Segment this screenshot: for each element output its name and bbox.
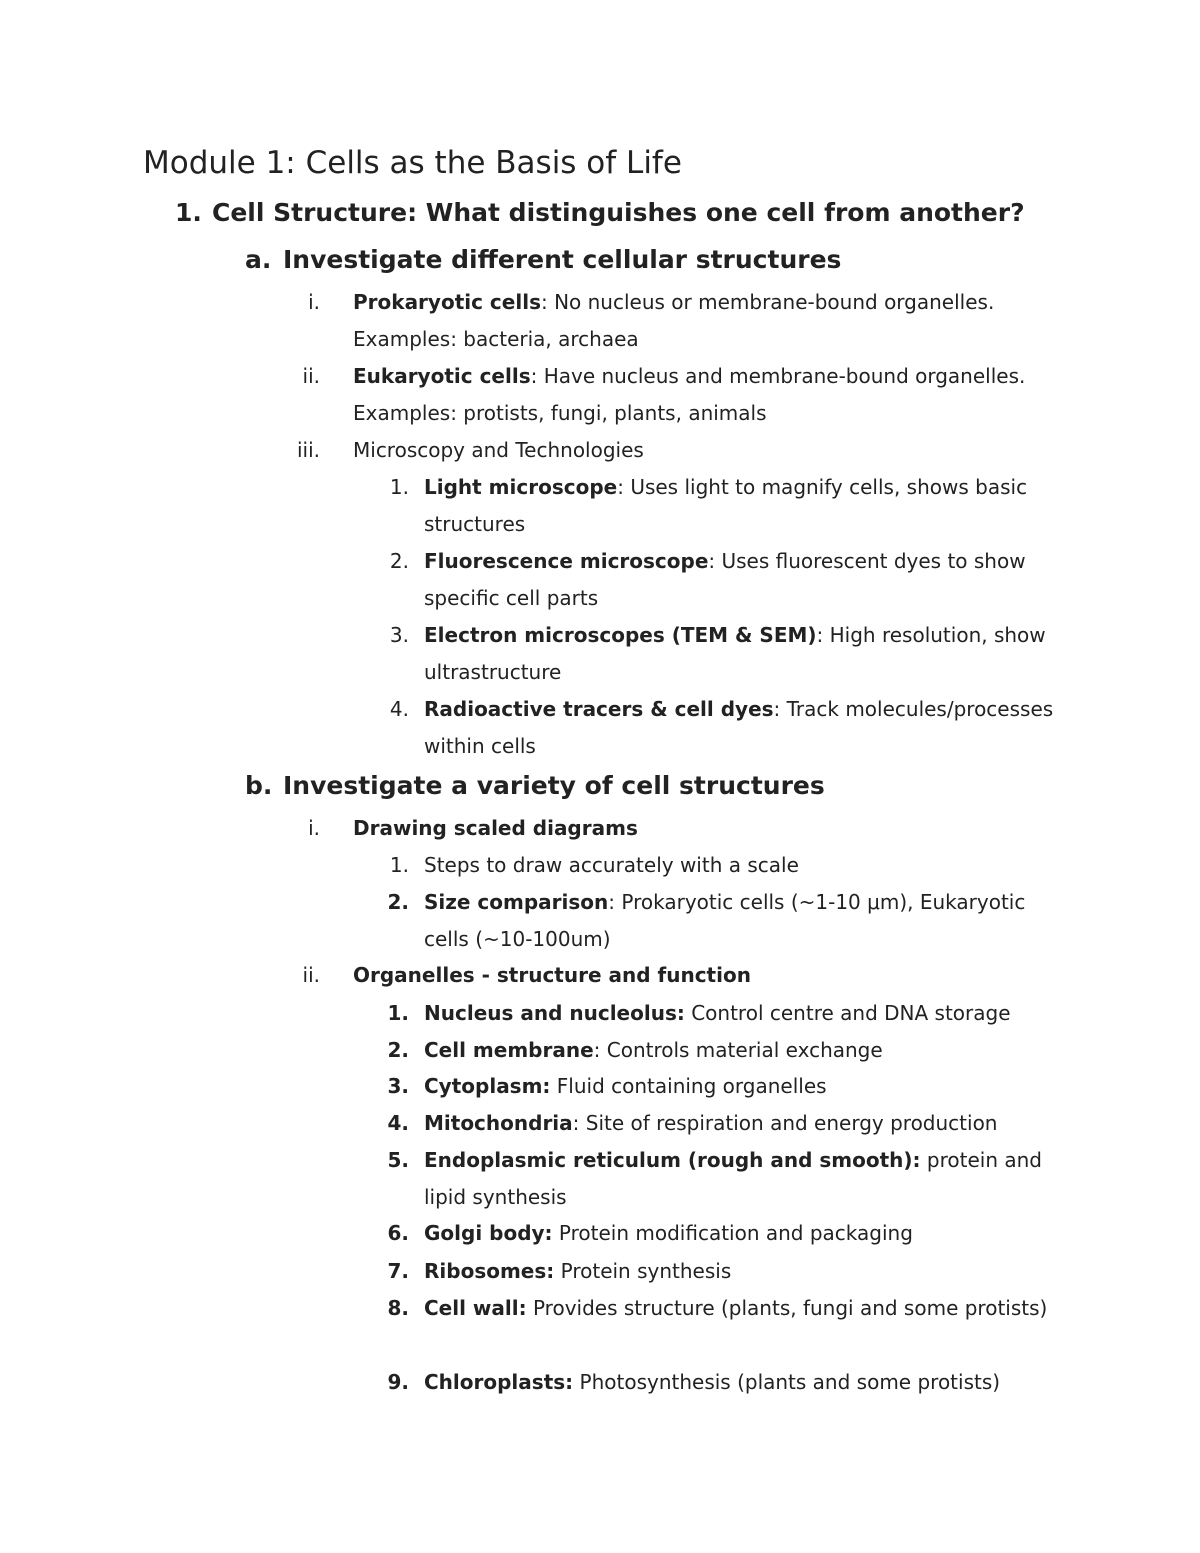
list-marker: 9.: [387, 1370, 409, 1394]
section-number: 1.: [175, 198, 202, 227]
list-item: [375, 1068, 1095, 1105]
list-item: [250, 358, 1090, 432]
list-item: [250, 284, 1090, 358]
list-marker: 5.: [387, 1148, 409, 1172]
definition: : Site of respiration and energy production: [572, 1111, 998, 1135]
list-marker: 3.: [387, 1074, 409, 1098]
term: Cytoplasm:: [424, 1074, 551, 1098]
list-marker: 8.: [387, 1296, 409, 1320]
page-title: Module 1: Cells as the Basis of Life: [143, 145, 682, 181]
list-item: [250, 957, 1090, 994]
list-item: [375, 1364, 1095, 1401]
list-item: [375, 1105, 1095, 1142]
term: Nucleus and nucleolus:: [424, 1001, 685, 1025]
list-marker: 6.: [387, 1221, 409, 1245]
list-item-text: Microscopy and Technologies: [353, 438, 644, 462]
term: Drawing scaled diagrams: [353, 816, 638, 840]
subsection-marker: a.: [245, 245, 272, 274]
list-item: [375, 884, 1095, 958]
list-item: [375, 995, 1095, 1032]
definition: : Uses fluorescent dyes to show specific cell parts: [424, 549, 1026, 610]
list-marker: ii.: [302, 963, 320, 987]
term: Chloroplasts:: [424, 1370, 574, 1394]
list-item: [375, 1290, 1095, 1327]
subsection-heading-text: Investigate different cellular structures: [283, 245, 842, 274]
definition: : Have nucleus and membrane-bound organelles. Examples: protists, fungi, plants, animals: [353, 364, 1026, 425]
definition: Fluid containing organelles: [550, 1074, 827, 1098]
list-marker: 1.: [389, 475, 409, 499]
list-marker: 4.: [389, 697, 409, 721]
section-heading-text: Cell Structure: What distinguishes one cell from another?: [212, 198, 1025, 227]
term: Endoplasmic reticulum (rough and smooth):: [424, 1148, 921, 1172]
list-marker: 4.: [387, 1111, 409, 1135]
list-marker: i.: [308, 290, 320, 314]
term: Electron microscopes (TEM & SEM): [424, 623, 817, 647]
definition: : No nucleus or membrane-bound organelles. Examples: bacteria, archaea: [353, 290, 995, 351]
definition: Control centre and DNA storage: [684, 1001, 1011, 1025]
definition: : Controls material exchange: [593, 1038, 883, 1062]
list-item: [375, 469, 1095, 543]
subsection-marker: b.: [245, 771, 273, 800]
list-item: [375, 617, 1095, 691]
definition: : Uses light to magnify cells, shows basic structures: [424, 475, 1028, 536]
term: Prokaryotic cells: [353, 290, 541, 314]
list-item: [250, 432, 1090, 469]
section-heading: [175, 193, 1025, 233]
list-marker: i.: [308, 816, 320, 840]
term: Ribosomes:: [424, 1259, 555, 1283]
definition: Protein modification and packaging: [552, 1221, 913, 1245]
subsection-heading-a: [245, 240, 841, 280]
definition: Provides structure (plants, fungi and some protists): [526, 1296, 1048, 1320]
list-item: [375, 1142, 1095, 1216]
list-item: [250, 810, 1090, 847]
subsection-heading-text: Investigate a variety of cell structures: [283, 771, 825, 800]
list-marker: 7.: [387, 1259, 409, 1283]
term: Cell membrane: [424, 1038, 594, 1062]
term: Organelles - structure and function: [353, 963, 751, 987]
list-item: [375, 847, 1095, 884]
list-item-text: Steps to draw accurately with a scale: [424, 853, 799, 877]
term: Size comparison: [424, 890, 609, 914]
definition: : High resolution, show ultrastructure: [424, 623, 1046, 684]
definition: Photosynthesis (plants and some protists): [573, 1370, 1001, 1394]
list-marker: 2.: [387, 890, 409, 914]
list-marker: 3.: [389, 623, 409, 647]
definition: Protein synthesis: [554, 1259, 732, 1283]
list-item: [375, 1215, 1095, 1252]
term: Mitochondria: [424, 1111, 573, 1135]
list-marker: 1.: [387, 1001, 409, 1025]
term: Radioactive tracers & cell dyes: [424, 697, 774, 721]
subsection-heading-b: [245, 766, 825, 806]
term: Light microscope: [424, 475, 618, 499]
list-item: [375, 691, 1095, 765]
list-item: [375, 1253, 1095, 1290]
term: Fluorescence microscope: [424, 549, 709, 573]
list-item: [375, 1032, 1095, 1069]
definition: protein and lipid synthesis: [424, 1148, 1042, 1209]
list-marker: iii.: [296, 438, 320, 462]
list-item: [375, 543, 1095, 617]
term: Golgi body:: [424, 1221, 553, 1245]
definition: : Prokaryotic cells (~1-10 μm), Eukaryotic cells (~10-100um): [424, 890, 1026, 951]
term: Eukaryotic cells: [353, 364, 531, 388]
list-marker: 1.: [389, 853, 409, 877]
list-marker: ii.: [302, 364, 320, 388]
definition: : Track molecules/processes within cells: [424, 697, 1054, 758]
list-marker: 2.: [387, 1038, 409, 1062]
term: Cell wall:: [424, 1296, 527, 1320]
list-marker: 2.: [389, 549, 409, 573]
